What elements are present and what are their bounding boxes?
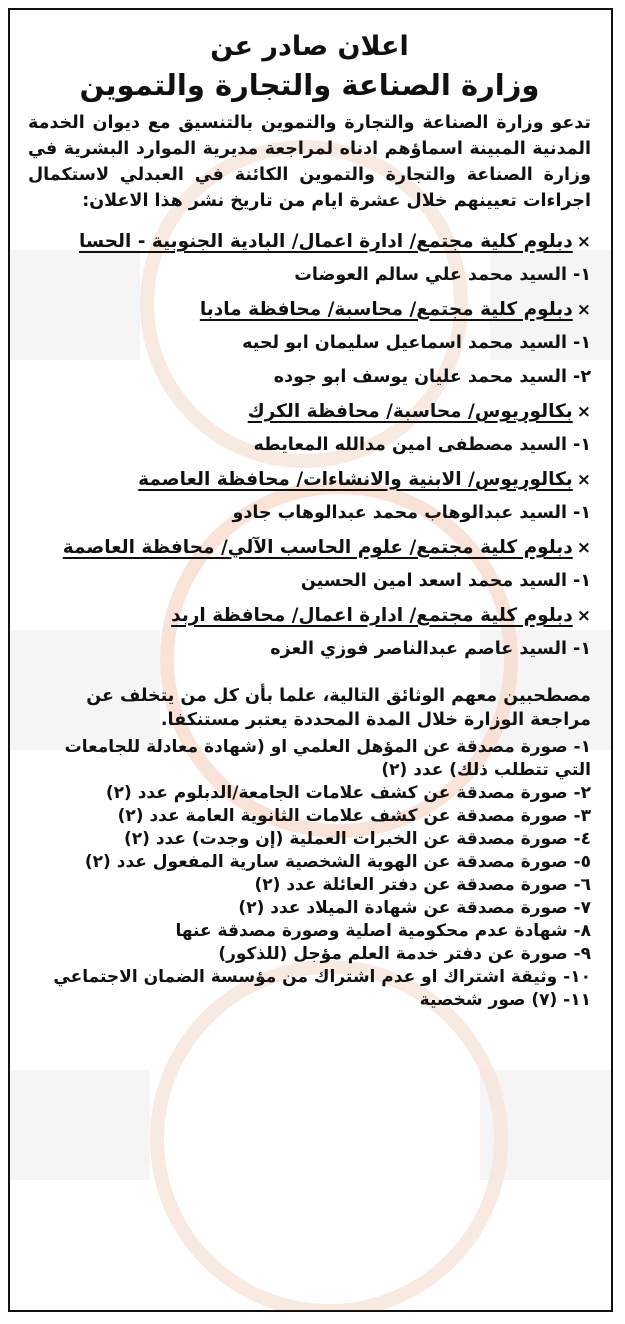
appointee-name: ١- السيد عاصم عبدالناصر فوزي العزه — [270, 639, 591, 659]
appointee-name: ١- السيد عبدالوهاب محمد عبدالوهاب جادو — [232, 503, 591, 523]
section-title: دبلوم كلية مجتمع/ محاسبة/ محافظة مادبا — [199, 299, 573, 320]
cross-mark-icon: × — [576, 300, 591, 320]
appointee-name: ١- السيد محمد اسعد امين الحسين — [300, 571, 591, 591]
cross-mark-icon: × — [576, 538, 591, 558]
document-item: ٣- صورة مصدقة عن كشف علامات الثانوية العامة عدد (٢) — [117, 806, 591, 826]
section-heading — [28, 534, 591, 562]
document-item: ٨- شهادة عدم محكومية اصلية وصورة مصدقة عنها — [175, 921, 591, 941]
section-title: بكالوريوس/ الابنية والانشاءات/ محافظة العاصمة — [138, 469, 573, 490]
documents-list — [28, 736, 591, 1012]
document-item: ٩- صورة عن دفتر خدمة العلم مؤجل (للذكور) — [218, 944, 591, 964]
document-item: ٦- صورة مصدقة عن دفتر العائلة عدد (٢) — [254, 875, 591, 895]
documents-note: مصطحبين معهم الوثائق التالية، علما بأن كل من يتخلف عن مراجعة الوزارة خلال المدة المحددة يعتبر مستنكفا. — [86, 686, 591, 730]
section-heading — [28, 398, 591, 426]
appointee-name: ١- السيد محمد علي سالم العوضات — [294, 265, 591, 285]
section-heading — [28, 228, 591, 256]
document-item: ٢- صورة مصدقة عن كشف علامات الجامعة/الدبلوم عدد (٢) — [105, 783, 591, 803]
section-4 — [28, 534, 591, 596]
document-item: ٤- صورة مصدقة عن الخبرات العملية (إن وجدت) عدد (٢) — [123, 829, 591, 849]
watermark-clock-icon — [150, 960, 508, 1312]
cross-mark-icon: × — [576, 402, 591, 422]
ministry-title: وزارة الصناعة والتجارة والتموين — [79, 68, 540, 102]
section-title: بكالوريوس/ محاسبة/ محافظة الكرك — [247, 401, 573, 422]
intro-paragraph: تدعو وزارة الصناعة والتجارة والتموين بالتنسيق مع ديوان الخدمة المدنية المبينة اسماؤهم ادناه لمراجعة مديرية الموارد البشرية في وزارة الصناعة والتجارة والتموين الكائنة في العبدلي لاستكمال اجراءات تعيينهم خلال عشرة ايام من تاريخ نشر هذا الاعلان: — [28, 113, 591, 211]
cross-mark-icon: × — [576, 470, 591, 490]
section-heading — [28, 602, 591, 630]
section-1 — [28, 296, 591, 392]
announcement-content — [10, 10, 611, 1012]
watermark-block — [10, 1070, 150, 1180]
section-3 — [28, 466, 591, 528]
document-item: ٧- صورة مصدقة عن شهادة الميلاد عدد (٢) — [238, 898, 591, 918]
appointee-name: ٢- السيد محمد عليان يوسف ابو جوده — [273, 367, 591, 387]
section-2 — [28, 398, 591, 460]
document-item: ١٠- وثيقة اشتراك او عدم اشتراك من مؤسسة الضمان الاجتماعي — [53, 967, 591, 987]
section-heading — [28, 296, 591, 324]
section-0 — [28, 228, 591, 290]
appointee-name: ١- السيد مصطفى امين مدالله المعايطه — [253, 435, 591, 455]
section-5 — [28, 602, 591, 664]
appointee-name: ١- السيد محمد اسماعيل سليمان ابو لحيه — [242, 333, 591, 353]
document-item: ٥- صورة مصدقة عن الهوية الشخصية سارية المفعول عدد (٢) — [84, 852, 591, 872]
section-title: دبلوم كلية مجتمع/ علوم الحاسب الآلي/ محافظة العاصمة — [62, 537, 573, 558]
section-title: دبلوم كلية مجتمع/ ادارة اعمال/ البادية الجنوبية - الحسا — [78, 231, 573, 252]
section-heading — [28, 466, 591, 494]
announcement-title: اعلان صادر عن — [210, 31, 409, 62]
cross-mark-icon: × — [576, 606, 591, 626]
document-item: ١- صورة مصدقة عن المؤهل العلمي او (شهادة معادلة للجامعات التي تتطلب ذلك) عدد (٢) — [64, 737, 591, 780]
cross-mark-icon: × — [576, 232, 591, 252]
announcement-frame — [8, 8, 613, 1312]
document-item: ١١- (٧) صور شخصية — [419, 990, 591, 1010]
section-title: دبلوم كلية مجتمع/ ادارة اعمال/ محافظة اربد — [171, 605, 573, 626]
